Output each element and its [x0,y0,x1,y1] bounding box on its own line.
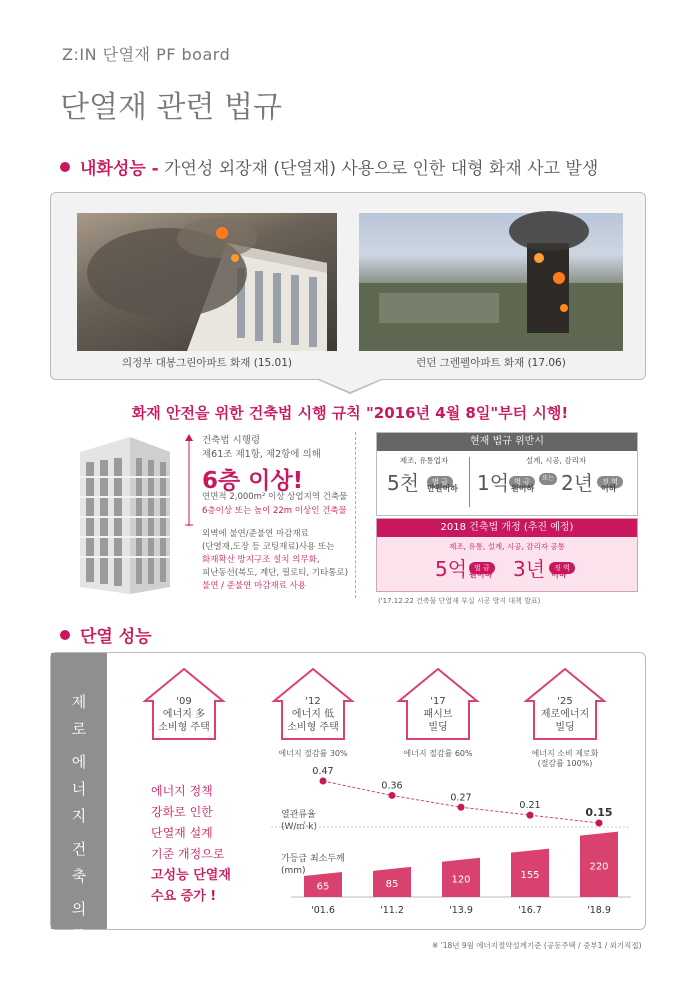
building-law-detail [202,528,348,593]
law-detail-1: 외벽에 불연/준불연 마감재료 [202,529,309,539]
law-detail-3: 화재확산 방지구조 설치 의무화, [202,555,320,565]
house-label-12: '12 에너지 低 소비형 주택 [287,696,339,733]
photo-caption-1: 의정부 대봉그린아파트 화재 (15.01) [122,357,292,369]
current-law-box [376,432,638,516]
uvalue-point [596,820,603,827]
current-right-amount1: 1억 [477,471,510,495]
photo-uijeongbu-fire [77,213,337,351]
law-detail-2: (단열재,도장 등 코팅재료)사용 또는 [202,542,335,552]
house-label-25: '25 제로에너지 빌딩 [540,696,590,733]
divider [355,432,356,598]
bullet-icon [60,630,70,640]
footnote: ※ '18년 9월 에너지절약설계기준 (공동주택 / 중부1 / 외기직접) [432,941,642,950]
house-label-17: '17 패시브 빌딩 [423,696,453,733]
building-illustration [70,432,175,594]
new-law-unit1: 원이하 [469,570,493,579]
uvalue-label: 0.47 [312,766,334,777]
insulation-chart [271,766,631,919]
current-right-amount2: 2년 [561,471,594,495]
photo-grenfell-fire [359,213,623,351]
category-label: '13.9 [449,905,473,916]
current-right-pill1: 벌 금 [509,469,535,488]
law-detail-4: 피난동선(복도, 계단, 필로티, 기타통로) [202,568,349,578]
uvalue-label: 0.36 [381,780,403,792]
law-line-1: 건축법 시행령 [202,435,261,446]
uvalue-point [527,812,534,819]
category-label: '16.7 [518,905,542,916]
building-law-text [202,434,321,462]
height-arrow-icon [184,434,194,526]
law-detail-5: 불연 / 준불연 마감재료 사용 [202,581,306,591]
uvalue-label: 0.27 [450,792,472,804]
six-floors-label: 6층 이상! [202,468,304,494]
bullet-icon [60,162,70,172]
current-left-amount: 5천 [387,471,420,495]
new-law-amount1: 5억 [435,557,468,581]
page-title: 단열재 관련 법규 [60,90,282,125]
photo-panel [50,192,646,380]
law-line-2: 제61조 제1항, 제2항에 의해 [202,449,321,460]
new-law-label: 제조, 유통, 설계, 시공, 감리자 공통 [449,542,565,551]
new-law-amount2: 3년 [513,557,546,581]
current-right-pill2: 징 역 [597,469,623,488]
uvalue-label: 0.21 [519,800,541,812]
section-fire-title [60,154,598,179]
house-sub-12: 에너지 절감률 30% [278,749,348,758]
law-line-3: 연면적 2,000m² 이상 상업지역 건축물 [202,492,348,502]
thickness-label: 65 [316,881,330,893]
current-law-head: 현재 법규 위반시 [377,433,637,451]
section-insulation-text: 단열 성능 [80,627,152,647]
new-law-unit2: 이하 [551,570,567,579]
house-label-09: '09 에너지 多 소비형 주택 [158,696,210,733]
section-fire-bold: 내화성능 - [80,159,159,179]
uvalue-point [389,792,396,799]
building-law-criteria [202,490,347,518]
thickness-label: 120 [451,874,471,886]
line-axis-label: 열관류율 (W/㎡·k) [281,810,318,832]
photo-caption-2: 런던 그렌펠아파트 화재 (17.06) [416,357,566,369]
thickness-label: 155 [520,869,540,881]
policy-message: 에너지 정책 강화로 인한 단열재 설계 기준 개정으로 고성능 단열재 수요 증가 ! [151,784,231,904]
arrow-down-inner [319,379,381,392]
uvalue-point [320,778,327,785]
category-label: '01.6 [311,905,335,916]
current-right-label: 설계, 시공, 감리자 [525,456,587,465]
category-label: '18.9 [587,905,611,916]
law-headline: 화재 안전을 위한 건축법 시행 규칙 "2016년 4월 8일"부터 시행! [131,404,569,422]
current-right-unit1: 원이하 [511,484,535,493]
current-right-unit2: 이하 [601,484,617,493]
uvalue-label: 0.15 [585,806,613,819]
house-sub-17: 에너지 절감률 60% [403,749,473,758]
new-law-note: ('17.12.22 건축물 단열재 부실 시공 방지 대책 발표) [378,597,541,605]
current-left-unit: 만원이하 [427,484,458,493]
thickness-label: 220 [589,861,609,873]
new-law-pill2: 징 역 [549,555,575,574]
new-law-pill1: 벌 금 [469,555,495,574]
current-left-label: 제조, 유통업자 [399,456,449,465]
or-badge: 또는 [539,473,557,485]
current-left-pill: 벌 금 [427,469,453,488]
zero-energy-side-label: 제 로 에 너 지 건 축 의 무 화 [51,653,107,929]
category-label: '11.2 [380,905,404,916]
current-divider [469,457,470,507]
law-line-4: 6층이상 또는 높이 22m 이상인 건축물 [202,506,347,516]
new-law-box [376,518,638,592]
brand-label: Z:IN 단열재 PF board [62,45,231,64]
thickness-label: 85 [385,878,399,890]
new-law-head: 2018 건축법 개정 (추진 예정) [377,519,637,537]
uvalue-point [458,804,465,811]
bar-axis-label: 가등급 최소두께 (mm) [281,854,345,876]
section-insulation-title [60,622,152,647]
section-fire-text: 가연성 외장재 (단열재) 사용으로 인한 대형 화재 사고 발생 [158,159,599,179]
house-sub-25: 에너지 소비 제로화 (절감률 100%) [531,749,599,768]
